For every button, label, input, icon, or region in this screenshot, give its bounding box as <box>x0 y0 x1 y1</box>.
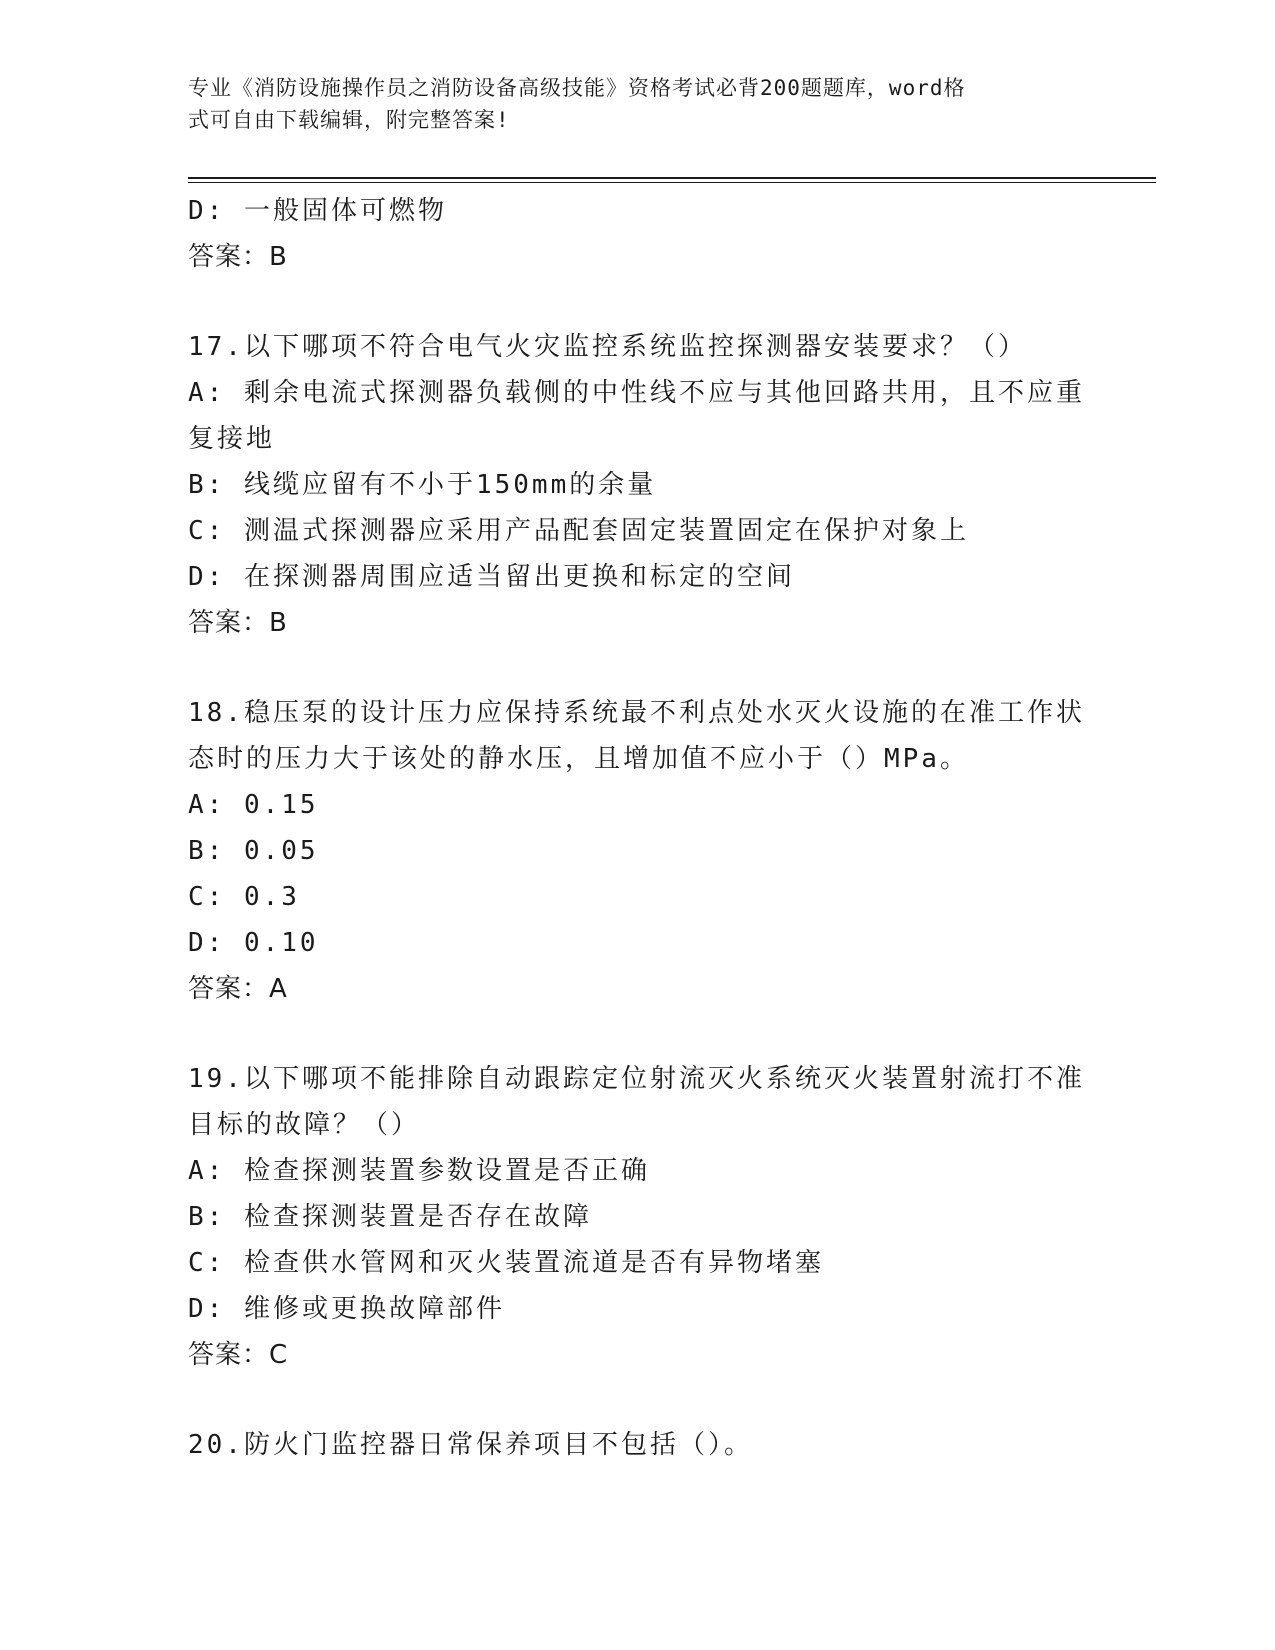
option-b: B: 0.05 <box>188 836 319 866</box>
option-c: C: 测温式探测器应采用产品配套固定装置固定在保护对象上 <box>188 516 969 546</box>
question-16-tail <box>188 188 1088 280</box>
question-stem: 20.防火门监控器日常保养项目不包括（）。 <box>188 1430 753 1460</box>
answer: 答案：C <box>188 1340 289 1370</box>
option-d: D: 在探测器周围应适当留出更换和标定的空间 <box>188 562 795 592</box>
question-stem: 18.稳压泵的设计压力应保持系统最不利点处水灭火设施的在准工作状 <box>188 698 1085 728</box>
option-c: C: 0.3 <box>188 882 300 912</box>
header-title-line-2: 式可自由下载编辑，附完整答案! <box>188 108 510 132</box>
option-a: A: 剩余电流式探测器负载侧的中性线不应与其他回路共用，且不应重 <box>188 378 1085 408</box>
option-a: A: 0.15 <box>188 790 319 820</box>
answer: 答案：B <box>188 608 288 638</box>
question-20 <box>188 1422 1088 1468</box>
question-stem: 17.以下哪项不符合电气火灾监控系统监控探测器安装要求？（） <box>188 332 1027 362</box>
question-17 <box>188 324 1088 646</box>
header-title-line-1: 专业《消防设施操作员之消防设备高级技能》资格考试必背200题题库，word格 <box>188 76 966 100</box>
page-header <box>188 72 1088 136</box>
header-divider-thick <box>188 177 1156 179</box>
option-b: B: 线缆应留有不小于150mm的余量 <box>188 470 657 500</box>
option-c: C: 检查供水管网和灭火装置流道是否有异物堵塞 <box>188 1248 824 1278</box>
question-19 <box>188 1056 1088 1378</box>
header-divider-thin <box>188 182 1156 183</box>
question-stem-continued: 目标的故障？（） <box>188 1110 421 1140</box>
answer: 答案：B <box>188 242 288 272</box>
question-stem: 19.以下哪项不能排除自动跟踪定位射流灭火系统灭火装置射流打不准 <box>188 1064 1085 1094</box>
option-d: D: 0.10 <box>188 928 319 958</box>
option-a-continued: 复接地 <box>188 424 276 454</box>
option-a: A: 检查探测装置参数设置是否正确 <box>188 1156 650 1186</box>
answer: 答案：A <box>188 974 288 1004</box>
option-b: B: 检查探测装置是否存在故障 <box>188 1202 592 1232</box>
option-d: D: 维修或更换故障部件 <box>188 1294 505 1324</box>
question-stem-continued: 态时的压力大于该处的静水压，且增加值不应小于（）MPa。 <box>188 744 969 774</box>
question-list <box>188 188 1088 1468</box>
option-d: D: 一般固体可燃物 <box>188 196 447 226</box>
question-18 <box>188 690 1088 1012</box>
